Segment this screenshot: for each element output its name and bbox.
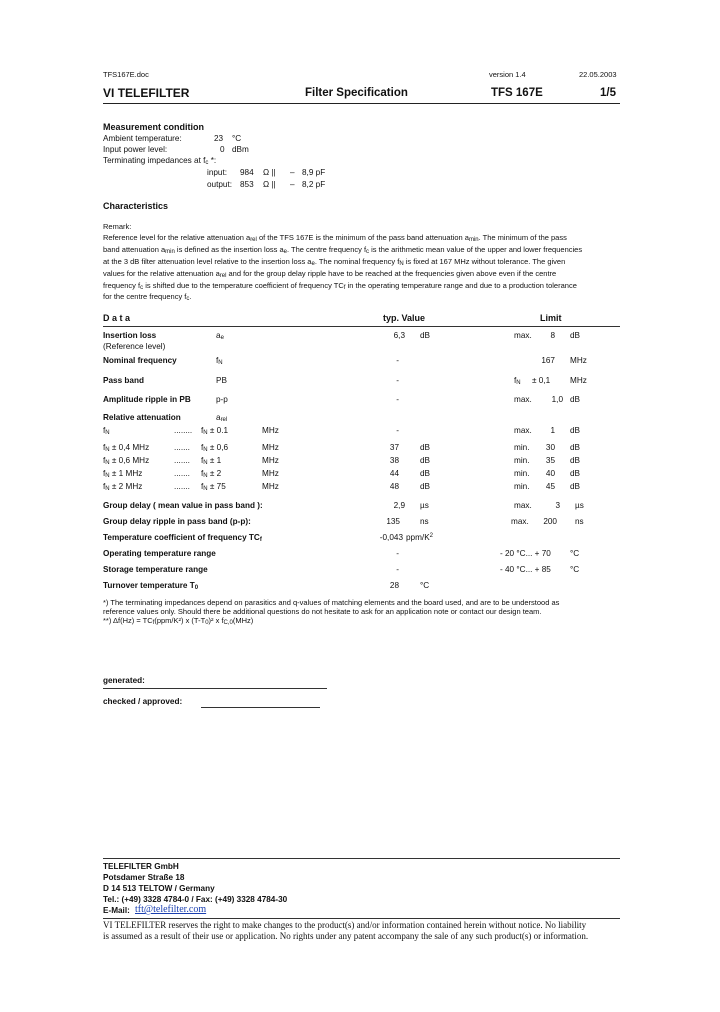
remark-label: Remark: <box>103 222 132 231</box>
output-label: output: <box>207 180 233 189</box>
disclaimer-line: is assumed as a result of their use or application. No rights under any patent accompany the sale of any such product(s) or information. <box>103 931 589 941</box>
limit-kind: max. <box>511 517 529 526</box>
output-dash: – <box>290 180 295 189</box>
term-note: *: <box>210 156 217 165</box>
kind-text: min. <box>514 482 530 491</box>
symbol-text: a <box>216 331 221 340</box>
freq-sub: N <box>203 486 208 492</box>
dots: ........ <box>174 426 193 435</box>
freq-offset: ± 2 MHz <box>111 482 143 491</box>
limit-kind-sub: N <box>516 380 521 386</box>
unit-text: MHz <box>262 443 279 452</box>
value-text: 1 <box>550 426 555 435</box>
limit-value: 200 <box>543 517 557 526</box>
typ-value: - <box>396 356 399 365</box>
att-range-dots <box>174 443 190 452</box>
ambient-value: 23 <box>214 134 224 143</box>
date-text: 22.05.2003 <box>579 70 617 79</box>
symbol-sub: N <box>218 360 223 366</box>
footer-city: D 14 513 TELTOW / Germany <box>103 884 215 893</box>
limit-range: - 40 °C... + 85 <box>500 565 551 574</box>
dots: ....... <box>174 469 190 478</box>
input-cap: 8,9 pF <box>302 168 326 177</box>
typ-unit <box>420 443 430 452</box>
formula-part: (MHz) <box>232 616 254 625</box>
att-freq-unit <box>262 426 279 435</box>
limit-value: 167 <box>541 356 555 365</box>
subscript: e <box>283 249 287 255</box>
typ-value: -0,043 <box>379 533 403 542</box>
typ-value: - <box>396 549 399 558</box>
att-freq-unit <box>262 456 279 465</box>
limit-unit <box>570 426 580 435</box>
limit-kind <box>514 469 529 478</box>
remark-line: at the 3 dB filter attenuation level relative to the insertion loss ae. The nominal frequency fN is fixed at 167 MHz without tolerance. The given <box>103 257 566 267</box>
freq-f: f <box>201 469 204 478</box>
att-freq-from <box>103 469 142 479</box>
att-freq-to <box>201 443 228 453</box>
value-text: 35 <box>545 456 555 465</box>
param-turnover-temp <box>103 581 198 591</box>
att-freq-to <box>201 469 221 479</box>
param-temp-coefficient <box>103 533 262 543</box>
disclaimer-line: VI TELEFILTER reserves the right to make changes to the product(s) and/or information contained herein without notice. No liability <box>103 920 587 930</box>
footer-rule-2 <box>103 918 620 919</box>
kind-text: min. <box>514 456 530 465</box>
limit-value <box>535 469 555 478</box>
freq-f: f <box>201 482 204 491</box>
kind-text: min. <box>514 469 530 478</box>
att-freq-unit <box>262 482 279 491</box>
remark-line: values for the relative attenuation arel and for the group delay ripple have to be reached at the frequencies given above even if the centre <box>103 269 557 279</box>
att-freq-from <box>103 456 149 466</box>
param-symbol: p-p <box>216 395 228 404</box>
typ-value <box>370 456 399 465</box>
formula-part: **) Δf(Hz) = TC <box>103 616 153 625</box>
limit-unit: MHz <box>570 356 587 365</box>
limit-value: 8 <box>550 331 555 340</box>
typ-value: 6,3 <box>393 331 405 340</box>
header-rule <box>103 103 620 104</box>
remark-line: for the centre frequency fc. <box>103 292 192 302</box>
limit-unit <box>570 443 580 452</box>
limit-kind <box>514 456 529 465</box>
unit-text: dB <box>420 443 431 452</box>
output-cap: 8,2 pF <box>302 180 326 189</box>
input-label: input: <box>207 168 228 177</box>
param-symbol: PB <box>216 376 227 385</box>
ambient-label: Ambient temperature: <box>103 134 182 143</box>
att-freq-from <box>103 482 142 492</box>
typ-unit: µs <box>420 501 429 510</box>
limit-value <box>535 482 555 491</box>
param-symbol <box>216 413 227 423</box>
freq-offset: ± 1 MHz <box>111 469 143 478</box>
footer-email-label: E-Mail: <box>103 906 130 915</box>
formula-sub: f <box>152 620 155 626</box>
limit-kind <box>514 376 521 386</box>
limit-unit: °C <box>570 565 580 574</box>
typ-value-heading: typ. Value <box>383 313 426 323</box>
freq-sub: N <box>203 447 208 453</box>
limit-unit: dB <box>570 395 581 404</box>
footer-email-link[interactable]: tft@telefilter.com <box>135 904 207 915</box>
kind-text: min. <box>514 443 530 452</box>
unit-text: dB <box>570 482 581 491</box>
freq-sub: N <box>105 473 110 479</box>
kind-text: max. <box>514 426 532 435</box>
output-value: 853 <box>240 180 254 189</box>
typ-unit <box>406 533 433 542</box>
subscript: N <box>399 261 404 267</box>
param-relative-attenuation: Relative attenuation <box>103 413 181 422</box>
dots: ....... <box>174 456 190 465</box>
param-name-sub: f <box>259 537 262 543</box>
limit-range: - 20 °C... + 70 <box>500 549 551 558</box>
output-unit: Ω || <box>263 180 276 189</box>
unit-text: dB <box>570 443 581 452</box>
freq-sub: N <box>203 430 208 436</box>
symbol-sub: e <box>220 335 224 341</box>
limit-value: 3 <box>555 501 560 510</box>
input-dash: – <box>290 168 295 177</box>
unit-text: dB <box>420 482 431 491</box>
typ-unit: dB <box>420 331 431 340</box>
freq-f: f <box>103 426 106 435</box>
limit-kind: max. <box>514 331 532 340</box>
footnote-formula <box>103 616 253 626</box>
limit-unit: µs <box>575 501 584 510</box>
limit-unit <box>570 482 580 491</box>
freq-offset: ± 0.1 <box>209 426 229 435</box>
limit-unit <box>570 456 580 465</box>
unit-text: dB <box>570 469 581 478</box>
param-insertion-loss: Insertion loss <box>103 331 157 340</box>
param-group-delay-ripple: Group delay ripple in pass band (p-p): <box>103 517 251 526</box>
freq-f: f <box>201 443 204 452</box>
typ-unit <box>420 469 430 478</box>
typ-unit <box>420 456 430 465</box>
freq-f: f <box>103 443 106 452</box>
checked-label: checked / approved: <box>103 697 183 706</box>
unit-text: MHz <box>262 469 279 478</box>
generated-signature-line <box>103 688 327 689</box>
unit-text: dB <box>420 469 431 478</box>
limit-unit: MHz <box>570 376 587 385</box>
table-rule <box>103 326 620 327</box>
formula-sub: 0 <box>205 620 209 626</box>
product-name: TFS 167E <box>491 87 543 99</box>
att-freq-from <box>103 443 149 453</box>
freq-f: f <box>201 426 204 435</box>
typ-value <box>370 426 399 435</box>
limit-unit <box>570 469 580 478</box>
limit-kind: max. <box>514 395 532 404</box>
value-text: 48 <box>389 482 399 491</box>
param-symbol <box>216 331 224 341</box>
dots: ....... <box>174 443 190 452</box>
company-logo <box>103 86 189 100</box>
att-freq-to <box>201 456 221 466</box>
typ-unit-text: ppm/K <box>406 533 430 542</box>
att-freq-unit <box>262 443 279 452</box>
freq-sub: N <box>203 473 208 479</box>
att-freq-unit <box>262 469 279 478</box>
value-text: 38 <box>389 456 399 465</box>
remark-line: Reference level for the relative attenuation arel of the TFS 167E is the minimum of the pass band attenuation amin. The minimum of the pass <box>103 233 567 243</box>
remark-line: band attenuation amin is defined as the insertion loss ae. The centre frequency fc is the arithmetic mean value of the upper and lower frequencies <box>103 245 583 255</box>
typ-value: 2,9 <box>393 501 405 510</box>
formula-sub: C,0 <box>223 620 233 626</box>
symbol-text: a <box>216 413 221 422</box>
freq-offset: ± 0,4 MHz <box>111 443 150 452</box>
typ-unit-sup: 2 <box>429 533 434 539</box>
limit-value: 1,0 <box>551 395 563 404</box>
power-value: 0 <box>220 145 225 154</box>
freq-offset: ± 1 <box>209 456 222 465</box>
freq-sub: N <box>105 447 110 453</box>
param-storage-temp: Storage temperature range <box>103 565 208 574</box>
term-label-sub: c <box>205 160 209 166</box>
typ-value: - <box>396 565 399 574</box>
unit-text: dB <box>570 426 581 435</box>
limit-value <box>535 443 555 452</box>
freq-f: f <box>103 482 106 491</box>
company-name: TELEFILTER <box>117 86 190 100</box>
typ-value: - <box>396 395 399 404</box>
page-number: 1/5 <box>600 87 616 99</box>
subscript: rel <box>250 237 257 243</box>
freq-sub: N <box>203 460 208 466</box>
param-amplitude-ripple: Amplitude ripple in PB <box>103 395 191 404</box>
freq-offset: ± 0,6 <box>209 443 229 452</box>
freq-f: f <box>201 456 204 465</box>
param-pass-band: Pass band <box>103 376 144 385</box>
subscript: c <box>366 249 370 255</box>
input-value: 984 <box>240 168 254 177</box>
logo-mark: VI <box>103 86 115 100</box>
value-text: 45 <box>545 482 555 491</box>
freq-sub: N <box>105 430 110 436</box>
remark-line: frequency fc is shifted due to the temperature coefficient of frequency TCf in the operating temperature range and due to a production tolerance <box>103 281 577 291</box>
subscript: e <box>311 261 315 267</box>
doc-title: Filter Specification <box>305 87 408 99</box>
value-text: - <box>396 426 399 435</box>
att-freq-to <box>201 482 226 492</box>
subscript: f <box>343 285 346 291</box>
param-symbol <box>216 356 223 366</box>
file-name: TFS167E.doc <box>103 70 149 79</box>
att-range-dots <box>174 456 190 465</box>
limit-value <box>535 456 555 465</box>
footnote-impedance: *) The terminating impedances depend on parasitics and q-values of matching elements and the board used, and are to be understood as <box>103 598 560 607</box>
dots: ....... <box>174 482 190 491</box>
formula-part: (ppm/K²) x (T-T <box>154 616 206 625</box>
term-label <box>103 156 216 166</box>
limit-value <box>535 426 555 435</box>
power-unit: dBm <box>232 145 249 154</box>
param-name-text: Temperature coefficient of frequency TC <box>103 533 260 542</box>
typ-value <box>370 469 399 478</box>
freq-offset: ± 2 <box>209 469 222 478</box>
limit-value: ± 0,1 <box>532 376 551 385</box>
att-range-dots <box>174 426 192 435</box>
generated-label: generated: <box>103 676 145 685</box>
version-text: version 1.4 <box>489 70 526 79</box>
subscript: min <box>165 249 175 255</box>
limit-kind-text: f <box>514 376 517 385</box>
freq-sub: N <box>105 486 110 492</box>
power-label: Input power level: <box>103 145 168 154</box>
limit-kind: max. <box>514 501 532 510</box>
characteristics-heading: Characteristics <box>103 201 169 211</box>
typ-unit: °C <box>420 581 430 590</box>
typ-value: 135 <box>386 517 400 526</box>
footer-company: TELEFILTER GmbH <box>103 862 179 871</box>
measurement-heading: Measurement condition <box>103 122 205 132</box>
term-label-text: Terminating impedances at f <box>103 156 206 165</box>
limit-heading: Limit <box>540 313 562 323</box>
subscript: min <box>468 237 479 243</box>
freq-offset: ± 0,6 MHz <box>111 456 150 465</box>
checked-signature-line <box>201 707 320 708</box>
att-range-dots <box>174 469 190 478</box>
unit-text: dB <box>420 456 431 465</box>
value-text: 44 <box>389 469 399 478</box>
limit-kind <box>514 482 529 491</box>
freq-f: f <box>103 456 106 465</box>
limit-unit: dB <box>570 331 581 340</box>
symbol-text: f <box>216 356 219 365</box>
footer-rule <box>103 858 620 859</box>
freq-offset: ± 75 <box>209 482 226 491</box>
subscript: c <box>186 296 190 302</box>
footnote-impedance-cont: reference values only. Should there be additional questions do not hesitate to ask for an application note or contact our design team. <box>103 607 542 616</box>
subscript: rel <box>219 273 227 279</box>
unit-text: MHz <box>262 456 279 465</box>
unit-text: MHz <box>262 482 279 491</box>
unit-text: MHz <box>262 426 279 435</box>
att-freq-to <box>201 426 228 436</box>
param-note: (Reference level) <box>103 342 166 351</box>
param-name-sub: 0 <box>194 585 199 591</box>
param-group-delay: Group delay ( mean value in pass band ): <box>103 501 263 510</box>
typ-value: 28 <box>389 581 399 590</box>
formula-part: )² x f <box>208 616 224 625</box>
att-freq-from <box>103 426 110 436</box>
unit-text: dB <box>570 456 581 465</box>
freq-f: f <box>103 469 106 478</box>
typ-unit <box>420 482 430 491</box>
typ-value <box>370 443 399 452</box>
param-name-text: Turnover temperature T <box>103 581 195 590</box>
value-text: 30 <box>545 443 555 452</box>
footer-street: Potsdamer Straße 18 <box>103 873 185 882</box>
symbol-sub: rel <box>220 417 228 423</box>
limit-unit: ns <box>575 517 584 526</box>
typ-value: - <box>396 376 399 385</box>
subscript: c <box>140 285 144 291</box>
input-unit: Ω || <box>263 168 276 177</box>
limit-kind <box>514 426 532 435</box>
param-nominal-frequency: Nominal frequency <box>103 356 177 365</box>
att-range-dots <box>174 482 190 491</box>
freq-sub: N <box>105 460 110 466</box>
limit-unit: °C <box>570 549 580 558</box>
ambient-unit: °C <box>232 134 242 143</box>
footer-phone-fax: Tel.: (+49) 3328 4784-0 / Fax: (+49) 3328 4784-30 <box>103 895 288 904</box>
typ-value <box>370 482 399 491</box>
value-text: 37 <box>389 443 399 452</box>
data-heading: D a t a <box>103 313 131 323</box>
value-text: 40 <box>545 469 555 478</box>
typ-unit: ns <box>420 517 429 526</box>
limit-kind <box>514 443 529 452</box>
param-operating-temp: Operating temperature range <box>103 549 216 558</box>
